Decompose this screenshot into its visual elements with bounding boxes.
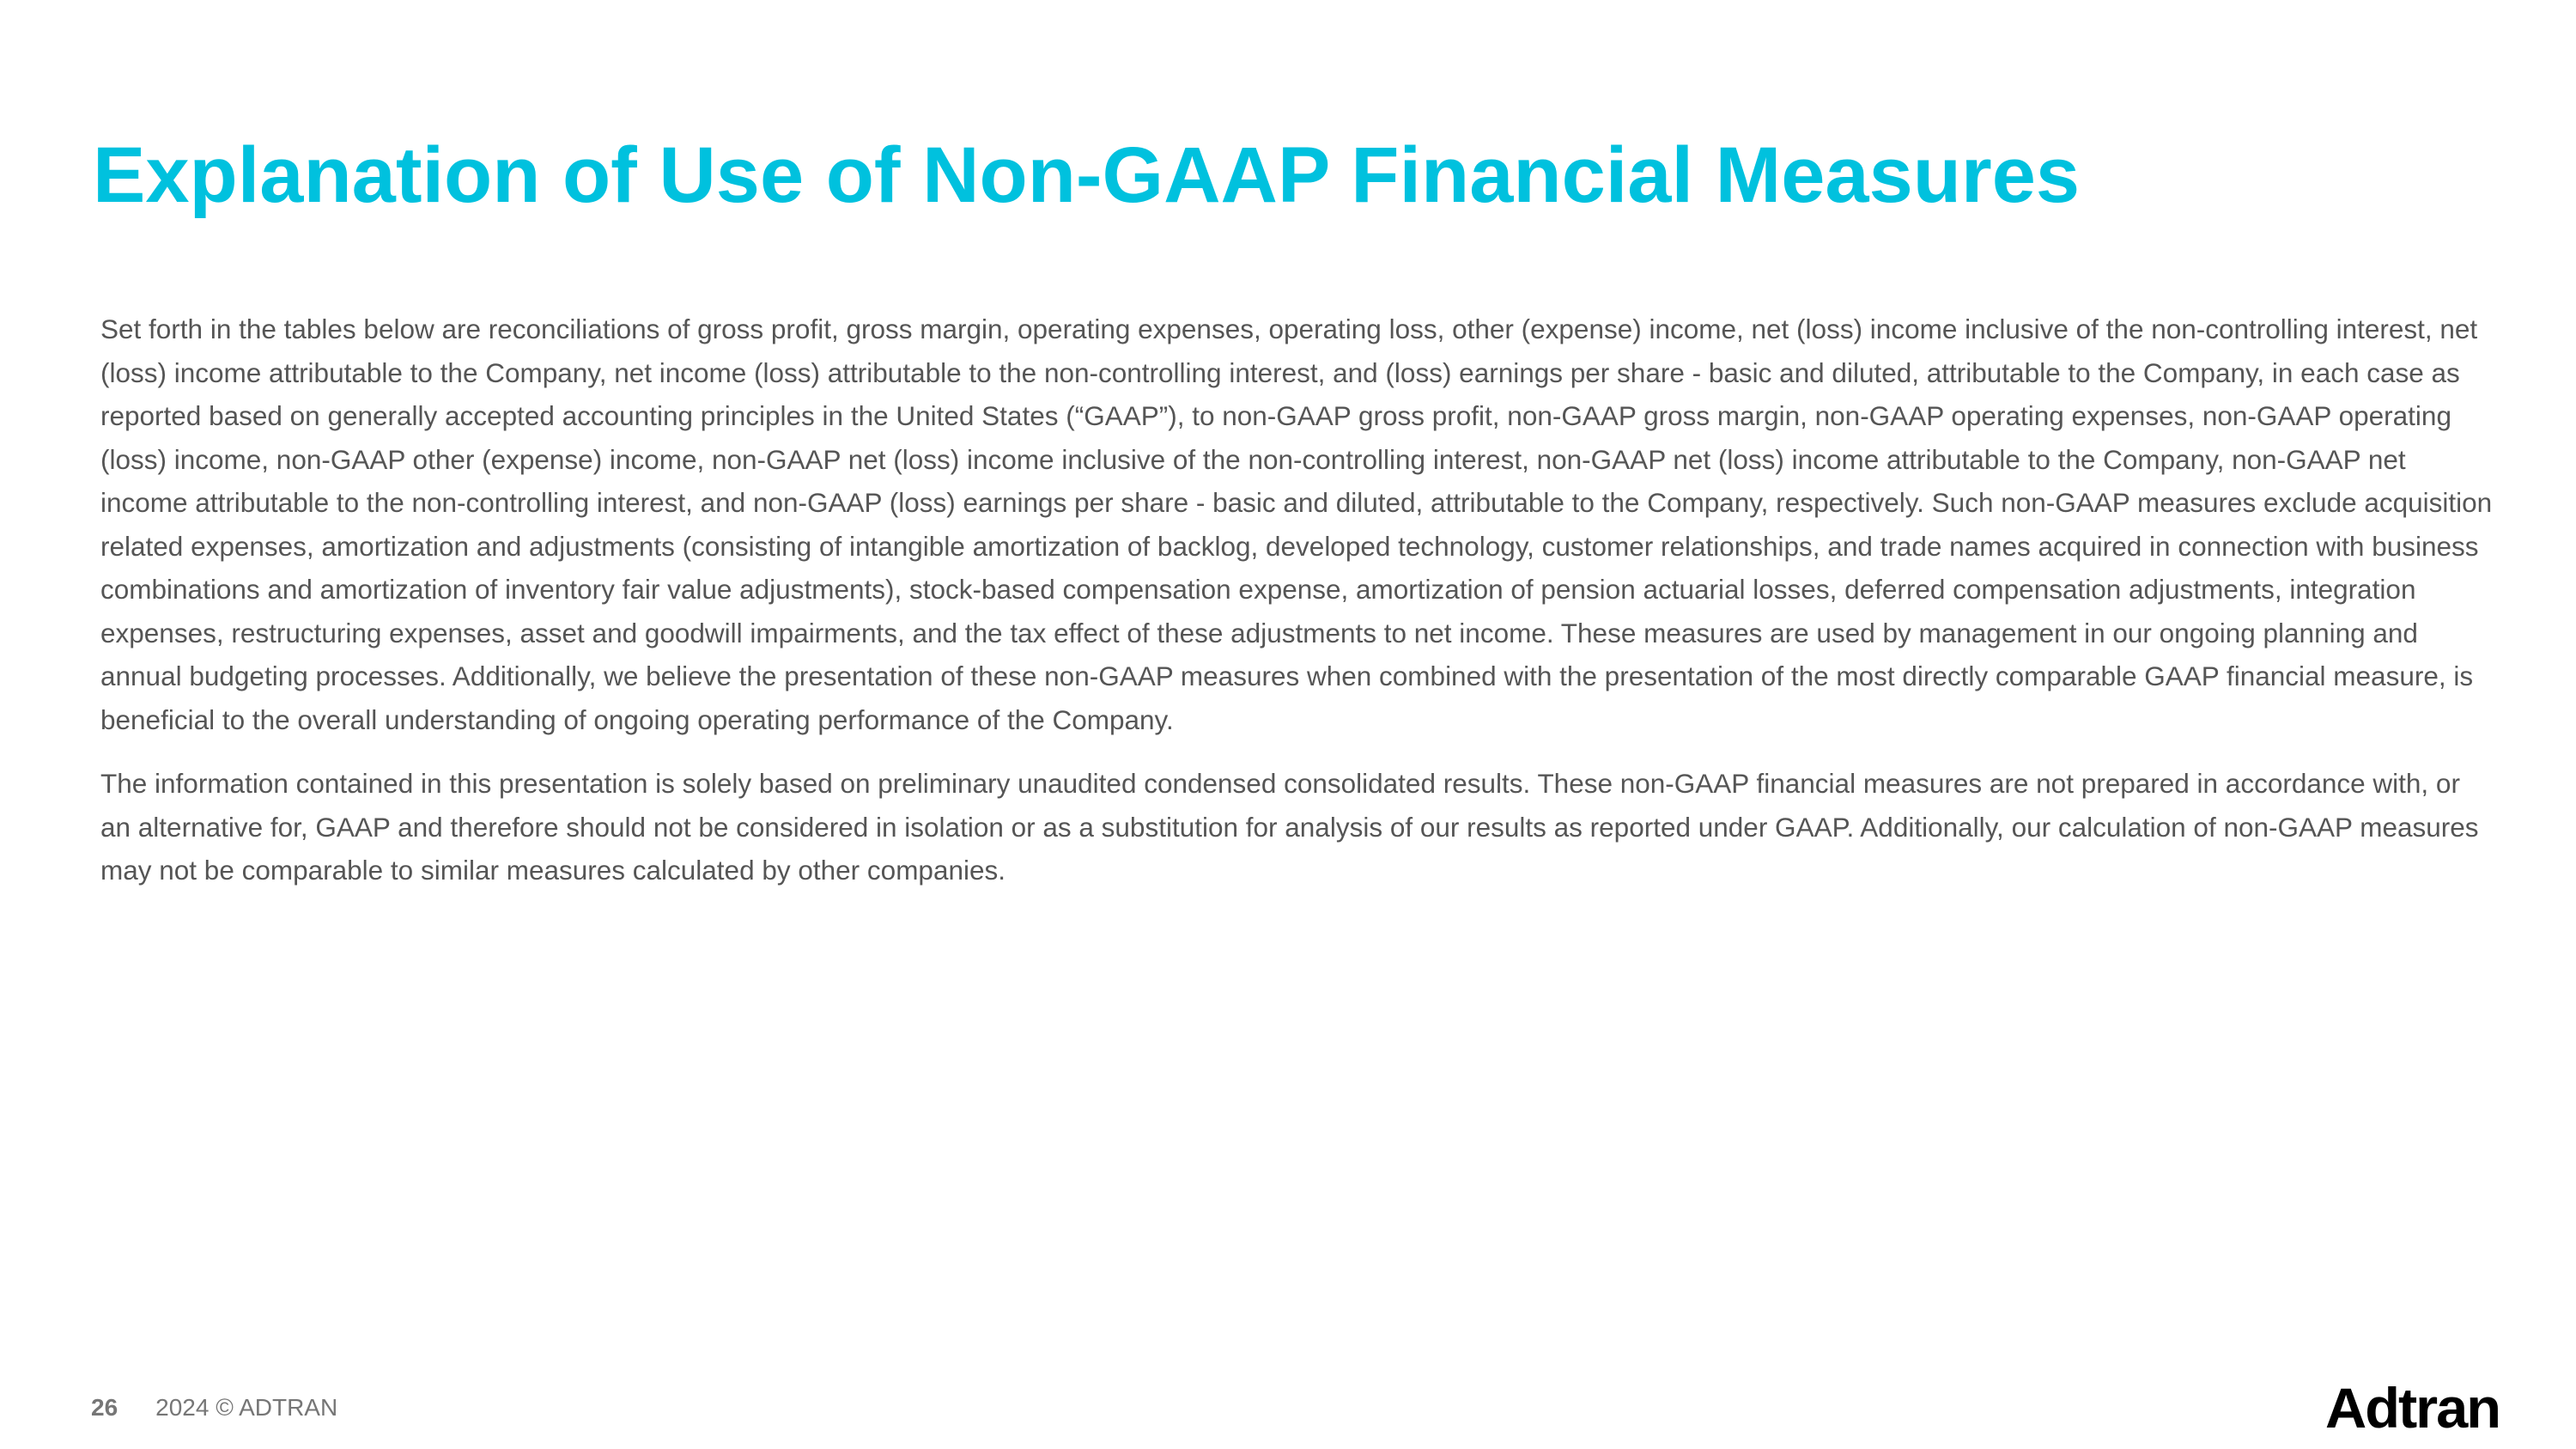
adtran-logo bbox=[2325, 1385, 2501, 1433]
slide-title: Explanation of Use of Non-GAAP Financial Measures bbox=[93, 131, 2081, 219]
paragraph-reconciliation: Set forth in the tables below are reconciliations of gross profit, gross margin, operating expenses, operating loss, other (expense) income, net (loss) income inclusive of the non-controlling interest, net (loss) income attributable to the Company, net income (loss) attributable to the non-controlling interest, and (loss) earnings per share - basic and diluted, attributable to the Company, in each case as reported based on generally accepted accounting principles in the United States (“GAAP”), to non-GAAP gross profit, non-GAAP gross margin, non-GAAP operating expenses, non-GAAP operating (loss) income, non-GAAP other (expense) income, non-GAAP net (loss) income inclusive of the non-controlling interest, non-GAAP net (loss) income attributable to the Company, non-GAAP net income attributable to the non-controlling interest, and non-GAAP (loss) earnings per share - basic and diluted, attributable to the Company, respectively. Such non-GAAP measures exclude acquisition related expenses, amortization and adjustments (consisting of intangible amortization of backlog, developed technology, customer relationships, and trade names acquired in connection with business combinations and amortization of inventory fair value adjustments), stock-based compensation expense, amortization of pension actuarial losses, deferred compensation adjustments, integration expenses, restructuring expenses, asset and goodwill impairments, and the tax effect of these adjustments to net income. These measures are used by management in our ongoing planning and annual budgeting processes. Additionally, we believe the presentation of these non-GAAP measures when combined with the presentation of the most directly comparable GAAP financial measure, is beneficial to the overall understanding of ongoing operating performance of the Company. bbox=[100, 314, 2493, 735]
logo-wordmark: Adtran bbox=[2325, 1385, 2500, 1433]
slide-body bbox=[100, 307, 2496, 892]
copyright-notice: 2024 © ADTRAN bbox=[155, 1394, 338, 1421]
slide-footer bbox=[91, 1393, 337, 1422]
page-number: 26 bbox=[91, 1394, 118, 1421]
paragraph-disclaimer: The information contained in this presentation is solely based on preliminary unaudited condensed consolidated results. These non-GAAP financial measures are not prepared in accordance with, or an alternative for, GAAP and therefore should not be considered in isolation or as a substitution for analysis of our results as reported under GAAP. Additionally, our calculation of non-GAAP measures may not be comparable to similar measures calculated by other companies. bbox=[100, 768, 2479, 886]
